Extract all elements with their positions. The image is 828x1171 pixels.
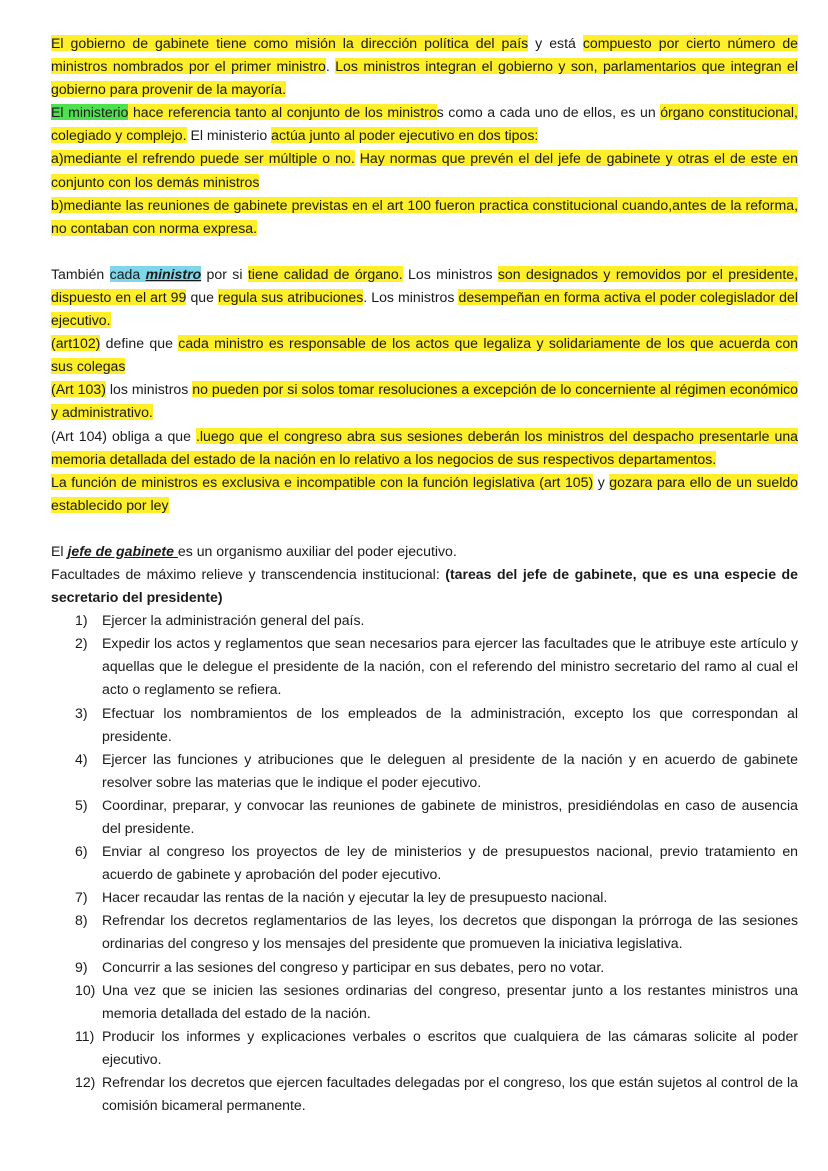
list-item	[51, 979, 798, 1025]
paragraph-jefe-gabinete	[51, 540, 798, 563]
highlight: (art102)	[51, 335, 101, 352]
text: define que	[100, 335, 179, 352]
list-number: 4)	[75, 750, 88, 767]
highlight: El gobierno de gabinete tiene como misión la dirección política del país	[51, 35, 529, 51]
list-text: Expedir los actos y reglamentos que sean necesarios para ejercer las facultades que le atribuye este artículo y aquellas que le delegue el presidente de la nación, con el referendo del ministro secretario del ramo al cual el acto o reglamento se refiera.	[102, 635, 798, 698]
highlight: son designados y removidos por el presidente, dispuesto en el art 99	[51, 265, 799, 305]
list-text: Efectuar los nombramientos de los empleados de la administración, excepto los que correspondan al presidente.	[102, 704, 798, 744]
highlight: b)mediante las reuniones de gabinete previstas en el art 100 fueron practica constitucional cuando,antes de la reforma, no contaban con norma expresa.	[51, 196, 798, 236]
spacer	[51, 240, 798, 263]
highlight-green: El ministerio	[51, 104, 129, 121]
list-number: 8)	[75, 912, 88, 929]
text: obliga a que	[106, 427, 196, 444]
list-item	[51, 886, 798, 909]
spacer	[51, 517, 798, 540]
list-text: Hacer recaudar las rentas de la nación y ejecutar la ley de presupuesto nacional.	[102, 889, 608, 906]
list-number: 5)	[75, 796, 88, 813]
paragraph-gobierno-gabinete	[51, 32, 798, 101]
highlight: cada ministro es responsable de los actos que legaliza y solidariamente de los que acuerda con sus colegas	[51, 335, 798, 375]
text: Facultades de máximo relieve y transcendencia institucional:	[51, 565, 446, 582]
text: es un organismo auxiliar del poder ejecutivo.	[177, 542, 457, 559]
list-text: Ejercer la administración general del país.	[102, 612, 365, 629]
facultades-list	[51, 609, 798, 1117]
paragraph-art104	[51, 425, 798, 471]
list-text: Refrendar los decretos reglamentarios de las leyes, los decretos que dispongan la prórroga de las sesiones ordinarias del congreso y los mensajes del presidente que promueven la iniciativa legislativa.	[102, 912, 798, 952]
paragraph-reuniones	[51, 194, 798, 240]
list-item	[51, 1071, 798, 1117]
paragraph-art102	[51, 332, 798, 378]
list-text: Una vez que se inicien las sesiones ordinarias del congreso, presentar junto a los restantes ministros una memoria detallada del estado de la nación.	[102, 981, 798, 1021]
text: s como a cada uno de ellos, es un	[436, 104, 661, 121]
highlight: Los ministros integran el gobierno y son, parlamentarios que integran el gobierno para provenir de la mayoría.	[51, 58, 798, 98]
highlight: desempeñan en forma activa el poder colegislador del ejecutivo.	[51, 288, 798, 329]
list-number: 12)	[75, 1074, 96, 1091]
text: cada	[109, 265, 146, 282]
list-number: 9)	[75, 958, 88, 975]
highlight: órgano constitucional, colegiado y complejo.	[51, 104, 798, 144]
highlight: exclusiva e incompatible con la función legislativa (art 105)	[221, 473, 594, 490]
text: y	[593, 473, 610, 490]
text: .	[325, 58, 336, 75]
list-text: Coordinar, preparar, y convocar las reuniones de gabinete de ministros, presidiéndolas en caso de ausencia del presidente.	[102, 796, 798, 836]
list-number: 1)	[75, 612, 88, 629]
text: El ministerio	[186, 127, 272, 144]
list-item	[51, 702, 798, 748]
list-number: 3)	[75, 704, 88, 721]
bold-text: (tareas del jefe de gabinete, que es una especie de secretario del presidente)	[51, 565, 798, 606]
list-item	[51, 1025, 798, 1071]
text	[355, 150, 360, 166]
list-item	[51, 840, 798, 886]
text: Los ministros	[402, 265, 498, 282]
list-item	[51, 909, 798, 955]
text: y está	[528, 35, 583, 51]
text: (Art 104)	[51, 427, 107, 444]
highlight: hace referencia tanto al conjunto de los ministro	[128, 104, 437, 121]
list-number: 7)	[75, 889, 88, 906]
paragraph-art105	[51, 471, 798, 517]
highlight: tiene calidad de órgano.	[247, 265, 403, 282]
highlight: regula sus atribuciones	[218, 288, 364, 305]
list-text: Refrendar los decretos que ejercen facultades delegadas por el congreso, los que están sujetos al control de la comisión bicameral permanente.	[102, 1074, 798, 1114]
highlight: (Art 103)	[51, 381, 106, 398]
list-text: Ejercer las funciones y atribuciones que le deleguen al presidente de la nación y en acuerdo de gabinete resolver sobre las materias que le indique el poder ejecutivo.	[102, 750, 798, 790]
highlight: .luego que el congreso abra sus sesiones deberán los ministros del despacho presentarle una memoria detallada del estado de la nación en lo relativo a los negocios de sus respectivos departamentos.	[51, 427, 798, 467]
text: los ministros	[105, 381, 193, 398]
list-item	[51, 794, 798, 840]
paragraph-refrendo	[51, 147, 798, 193]
list-text: Enviar al congreso los proyectos de ley de ministerios y de presupuestos nacional, previo tratamiento en acuerdo de gabinete y aprobación del poder ejecutivo.	[102, 843, 798, 883]
list-text: Producir los informes y explicaciones verbales o escritos que cualquiera de las cámaras solicite al poder ejecutivo.	[102, 1027, 798, 1067]
term-jefe-de-gabinete: jefe de gabinete	[67, 542, 178, 559]
highlight: compuesto por cierto número de ministros nombrados por el primer ministro	[51, 35, 798, 75]
text: El	[51, 542, 68, 559]
list-number: 6)	[75, 843, 88, 860]
text: También	[51, 265, 110, 282]
paragraph-facultades	[51, 563, 798, 609]
list-item	[51, 609, 798, 632]
highlight: no pueden por si solos tomar resoluciones a excepción de lo concerniente al régimen económico y administrativo.	[51, 381, 798, 421]
highlight: Hay normas que prevén el del jefe de gabinete y otras el de este en conjunto con los demás ministros	[51, 150, 798, 190]
list-number: 10)	[75, 981, 96, 998]
list-item	[51, 748, 798, 794]
highlight: La función de ministros es	[51, 473, 222, 490]
text: por si	[201, 265, 248, 282]
list-item	[51, 632, 798, 701]
list-item	[51, 956, 798, 979]
paragraph-art103	[51, 378, 798, 424]
highlight: actúa junto al poder ejecutivo en dos tipos:	[271, 127, 539, 144]
paragraph-cada-ministro	[51, 263, 798, 332]
text: que	[186, 288, 219, 305]
list-text: Concurrir a las sesiones del congreso y participar en sus debates, pero no votar.	[102, 958, 605, 975]
term-ministro: ministro	[145, 265, 202, 282]
highlight-cyan	[110, 266, 202, 282]
list-number: 2)	[75, 635, 88, 652]
paragraph-ministerio	[51, 101, 798, 147]
list-number: 11)	[75, 1027, 95, 1044]
highlight: a)mediante el refrendo puede ser múltiple o no.	[51, 150, 355, 167]
highlight: gozara para ello de un sueldo establecido por ley	[51, 473, 798, 513]
text: . Los ministros	[363, 288, 459, 305]
